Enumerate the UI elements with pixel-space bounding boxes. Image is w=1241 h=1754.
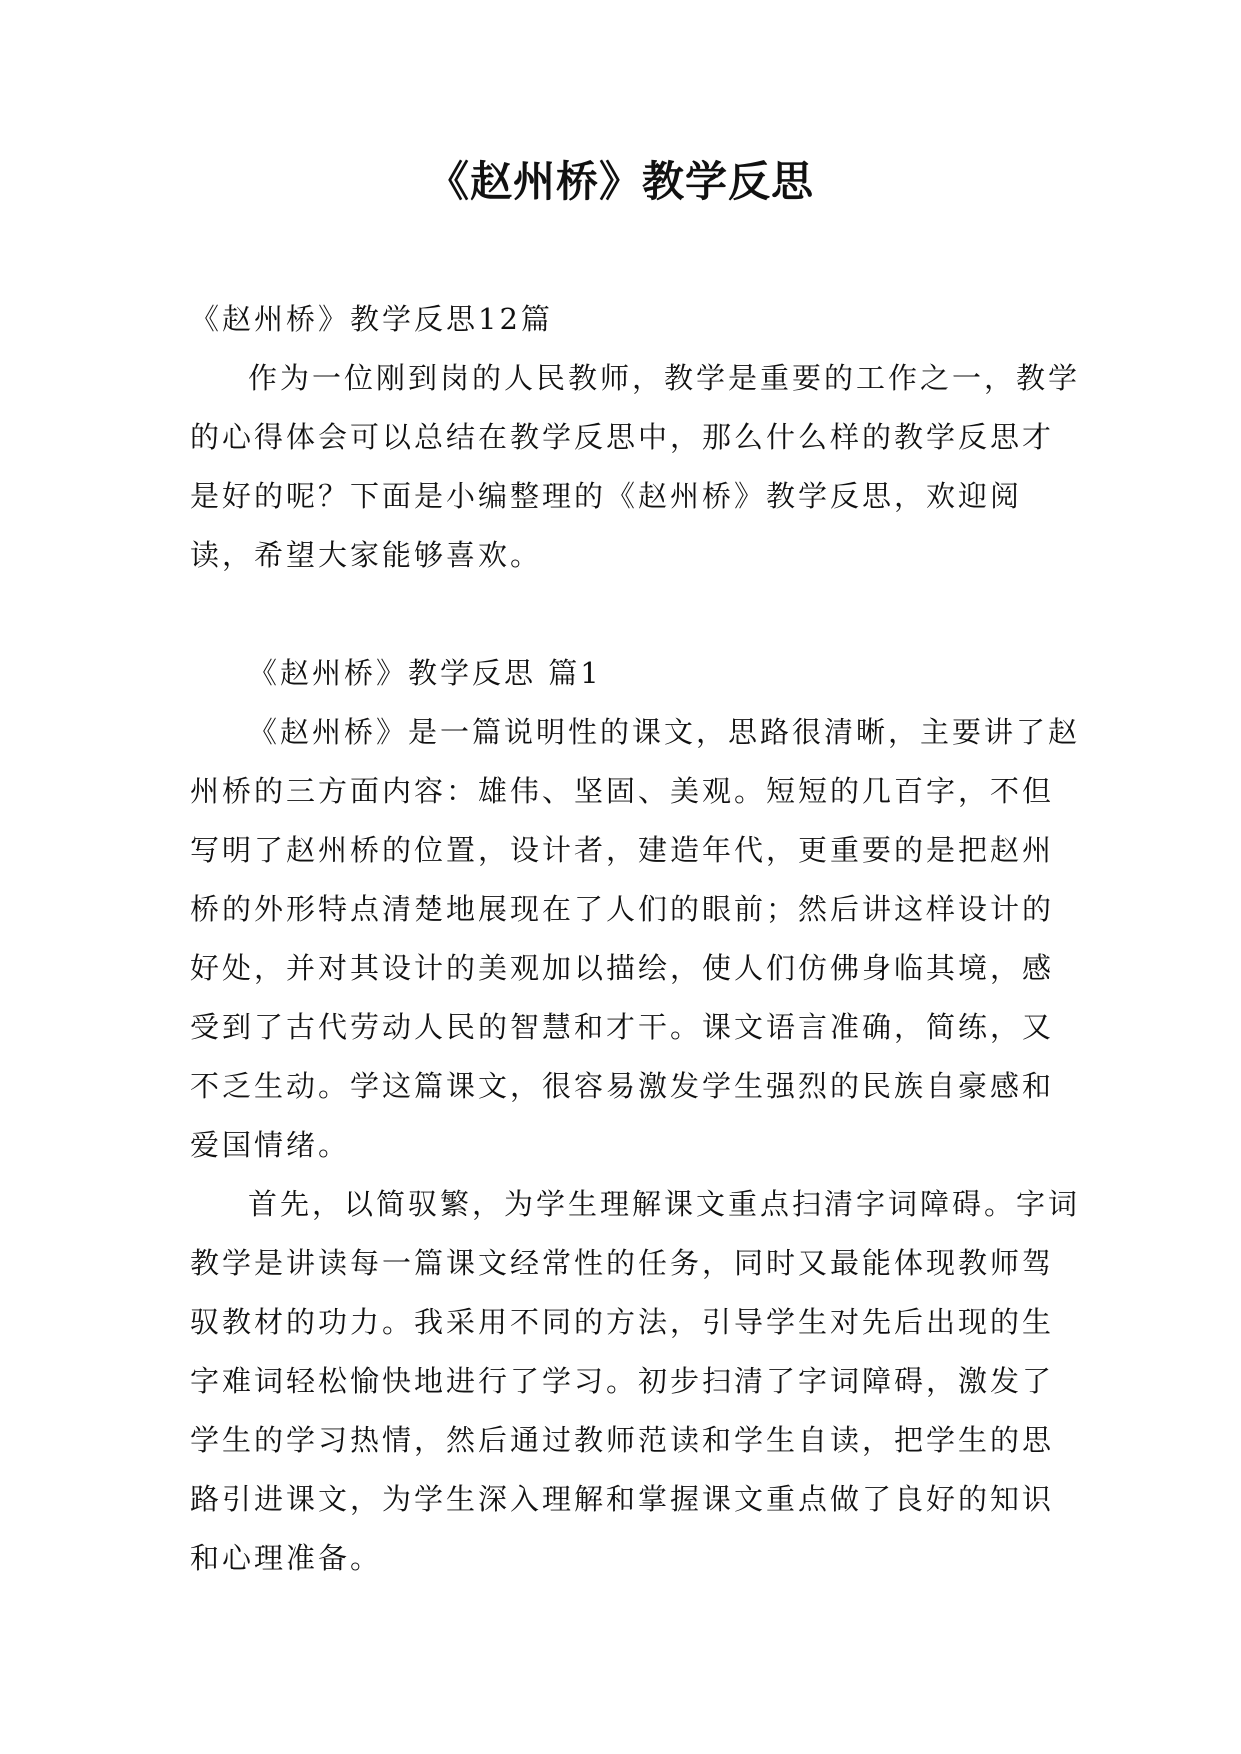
paragraph-gap	[190, 585, 1080, 644]
section-heading: 《赵州桥》教学反思 篇1	[248, 656, 602, 690]
document-body	[190, 290, 1080, 1588]
body-paragraph: 首先，以简驭繁，为学生理解课文重点扫清字词障碍。字词教学是讲读每一篇课文经常性的任务，同时又最能体现教师驾驭教材的功力。我采用不同的方法，引导学生对先后出现的生字难词轻松愉快地进行了学习。初步扫清了字词障碍，激发了学生的学习热情，然后通过教师范读和学生自读，把学生的思路引进课文，为学生深入理解和掌握课文重点做了良好的知识和心理准备。	[190, 1187, 1081, 1575]
document-title: 《赵州桥》教学反思	[426, 157, 814, 206]
body-paragraph: 《赵州桥》是一篇说明性的课文，思路很清晰，主要讲了赵州桥的三方面内容：雄伟、坚固、美观。短短的几百字，不但写明了赵州桥的位置，设计者，建造年代，更重要的是把赵州桥的外形特点清楚地展现在了人们的眼前；然后讲这样设计的好处，并对其设计的美观加以描绘，使人们仿佛身临其境，感受到了古代劳动人民的智慧和才干。课文语言准确，简练，又不乏生动。学这篇课文，很容易激发学生强烈的民族自豪感和爱国情绪。	[190, 715, 1081, 1162]
intro-paragraph: 作为一位刚到岗的人民教师，教学是重要的工作之一，教学的心得体会可以总结在教学反思中，那么什么样的教学反思才是好的呢？下面是小编整理的《赵州桥》教学反思，欢迎阅读，希望大家能够喜欢。	[190, 361, 1081, 572]
document-subtitle: 《赵州桥》教学反思12篇	[190, 302, 553, 336]
